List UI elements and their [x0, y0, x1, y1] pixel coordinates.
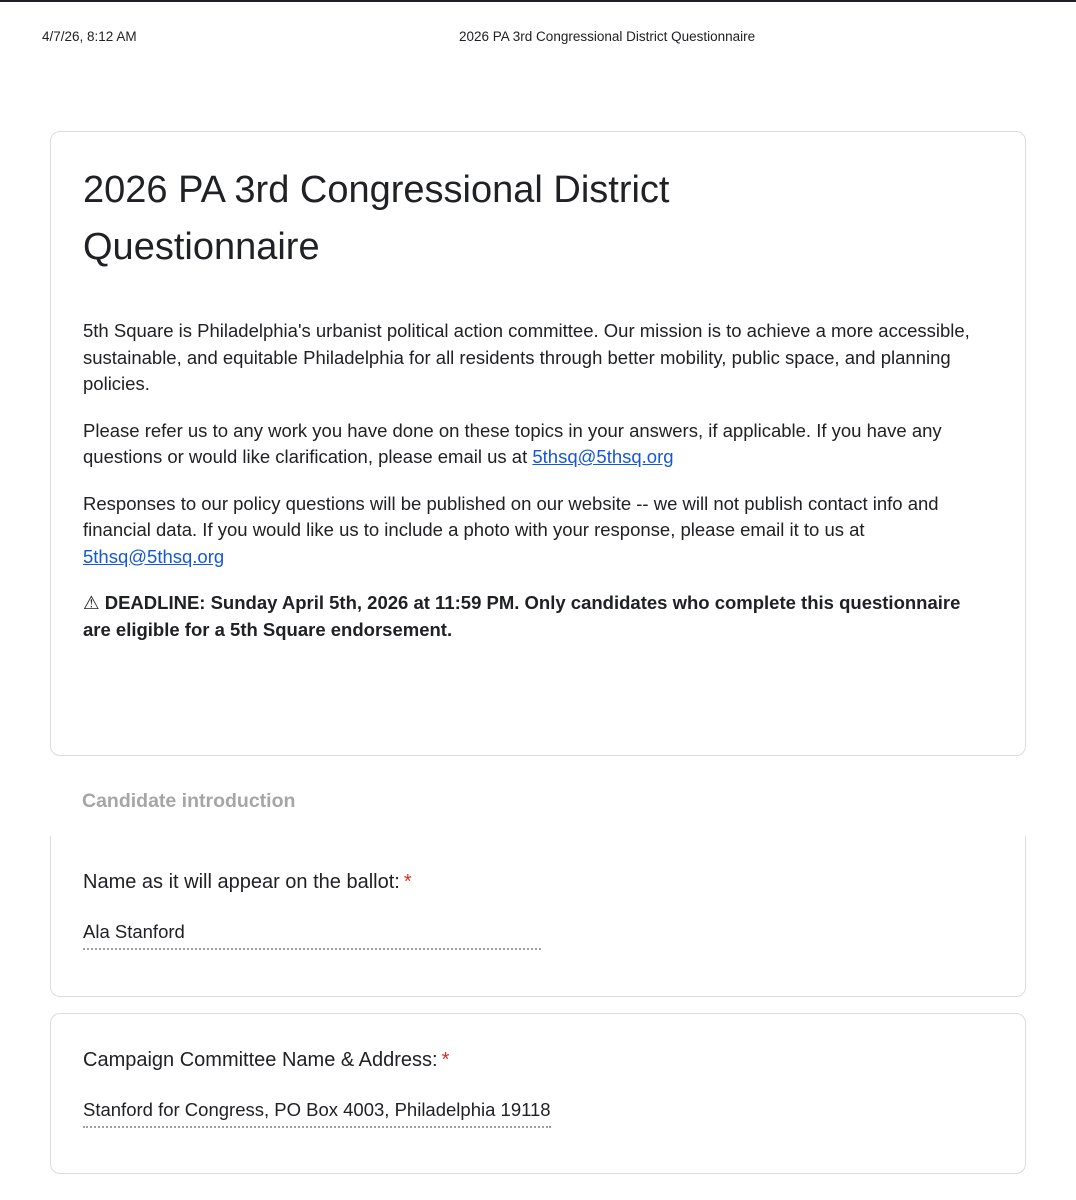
committee-answer[interactable]: Stanford for Congress, PO Box 4003, Philadelphia 19118	[83, 1099, 551, 1128]
top-rule	[0, 0, 1076, 2]
description-paragraph-1: 5th Square is Philadelphia's urbanist political action committee. Our mission is to achieve a more accessible, sustainable, and equitable Philadelphia for all residents through better mobility, public space, and planning policies.	[83, 320, 970, 394]
deadline-notice	[83, 590, 993, 643]
question-label-text: Campaign Committee Name & Address:	[83, 1049, 438, 1071]
required-mark: *	[441, 1049, 450, 1071]
description-paragraph-2	[83, 418, 993, 471]
description-paragraph-2-text: Please refer us to any work you have done on these topics in your answers, if applicable. If you have any questions or would like clarification, please email us at	[83, 419, 942, 467]
form-header-card	[50, 131, 1026, 756]
question-label	[83, 871, 412, 894]
form-description	[83, 318, 993, 663]
form-title-line2: Questionnaire	[83, 226, 320, 268]
photo-email-link[interactable]: 5thsq@5thsq.org	[83, 545, 225, 567]
warning-icon: ⚠	[83, 592, 100, 613]
question-card-committee	[50, 1013, 1026, 1174]
description-paragraph-3	[83, 491, 993, 571]
section-title: Candidate introduction	[82, 790, 296, 812]
question-label-text: Name as it will appear on the ballot:	[83, 871, 400, 893]
form-title	[83, 162, 843, 276]
print-date: 4/7/26, 8:12 AM	[42, 29, 137, 44]
ballot-name-answer[interactable]: Ala Stanford	[83, 921, 541, 950]
contact-email-link[interactable]: 5thsq@5thsq.org	[532, 446, 674, 467]
print-title: 2026 PA 3rd Congressional District Questionnaire	[459, 29, 756, 44]
description-paragraph-3-text: Responses to our policy questions will be published on our website -- we will not publish contact info and financial data. If you would like us to include a photo with your response, please email it to us at	[83, 492, 939, 540]
question-label	[83, 1049, 449, 1072]
question-card-name	[50, 836, 1026, 997]
deadline-text: DEADLINE: Sunday April 5th, 2026 at 11:59 PM. Only candidates who complete this questionnaire are eligible for a 5th Square endorsement.	[83, 592, 961, 640]
form-title-line1: 2026 PA 3rd Congressional District	[83, 169, 670, 211]
required-mark: *	[403, 871, 412, 893]
